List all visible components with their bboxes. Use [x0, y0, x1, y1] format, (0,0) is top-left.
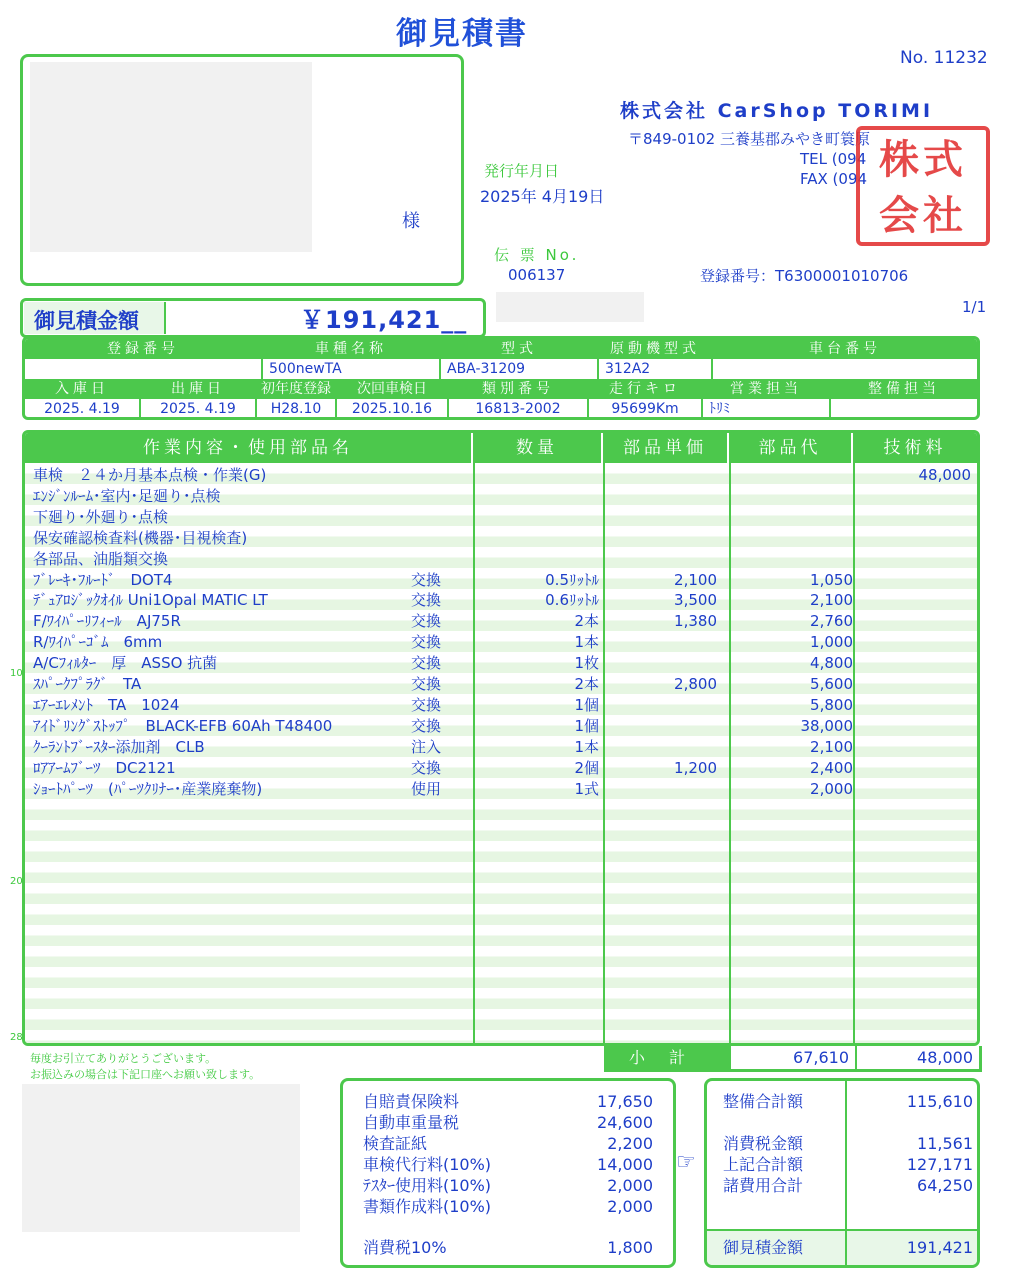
value-category-no: 16813-2002	[449, 399, 589, 419]
item-action: 交換	[411, 716, 442, 735]
item-description: R/ﾜｲﾊﾟｰｺﾞﾑ 6mm	[33, 633, 163, 652]
header-description: 作業内容・使用部品名	[25, 433, 473, 463]
header-mileage: 走行キロ	[589, 379, 703, 399]
fee-value: 17,650	[597, 1092, 653, 1111]
header-registration-no: 登録番号	[25, 339, 263, 359]
fee-label: 車検代行料(10%)	[363, 1155, 492, 1174]
bank-transfer-note: お振込みの場合は下記口座へお願い致します。	[30, 1068, 261, 1081]
item-action: 交換	[411, 591, 442, 610]
summary-label: 諸費用合計	[723, 1176, 804, 1195]
item-description: A/Cﾌｨﾙﾀｰ 厚 ASSO 抗菌	[33, 654, 218, 673]
item-action: 交換	[411, 675, 442, 693]
summary-row	[723, 1154, 973, 1175]
table-row	[25, 632, 977, 653]
summary-value: 115,610	[906, 1092, 973, 1111]
page-number: 1/1	[962, 298, 987, 316]
table-row	[25, 528, 977, 549]
slip-number: 006137	[508, 266, 566, 284]
item-description: ｼｮｰﾄﾊﾟｰﾂ (ﾊﾟｰﾂｸﾘﾅｰ･産業廃棄物)	[33, 779, 263, 798]
item-description: 車検 ２４か月基本点検・作業(G)	[33, 466, 267, 484]
summary-row	[723, 1175, 973, 1196]
document-number: No. 11232	[900, 48, 988, 68]
company-seal-stamp: 株式会社	[856, 126, 990, 246]
summary-label: 上記合計額	[723, 1155, 804, 1174]
summary-value: 127,171	[906, 1155, 973, 1174]
table-row	[25, 653, 977, 674]
summary-label: 整備合計額	[723, 1092, 804, 1111]
thanks-note: 毎度お引立てありがとうございます。	[30, 1052, 217, 1065]
value-in-date: 2025. 4.19	[25, 399, 141, 419]
item-quantity: 2本	[574, 612, 599, 631]
fee-label: ﾃｽﾀｰ使用料(10%)	[363, 1176, 492, 1195]
summary-value: 64,250	[917, 1176, 973, 1195]
item-action: 交換	[411, 654, 442, 673]
item-quantity: 1式	[574, 779, 599, 798]
value-registration-no	[25, 359, 263, 379]
fee-value: 2,000	[607, 1176, 653, 1195]
item-action: 注入	[411, 737, 442, 756]
summary-label: 御見積金額	[723, 1238, 804, 1257]
document-title: 御見積書	[396, 16, 528, 52]
value-mileage: 95699Km	[589, 399, 703, 419]
value-sales-staff: ﾄﾘﾐ	[703, 399, 831, 419]
summary-label: 消費税金額	[723, 1134, 804, 1153]
bank-info-redacted	[22, 1084, 300, 1232]
item-parts-cost: 4,800	[810, 654, 853, 673]
item-technical-fee: 48,000	[918, 466, 971, 484]
value-model-type: ABA-31209	[441, 359, 599, 379]
work-items-table	[22, 430, 980, 1046]
value-out-date: 2025. 4.19	[141, 399, 257, 419]
fee-row	[363, 1154, 653, 1175]
table-row	[25, 611, 977, 632]
table-row	[25, 779, 977, 800]
company-address: 〒849-0102 三養基郡みやき町簑原	[628, 130, 870, 148]
header-first-registration: 初年度登録	[257, 379, 337, 399]
fee-label: 消費税10%	[363, 1238, 447, 1257]
subtotal-parts-amount: 67,610	[731, 1046, 857, 1069]
value-model-name: 500newTA	[263, 359, 441, 379]
fee-label: 自動車重量税	[363, 1113, 460, 1132]
item-description: ｴｱｰｴﾚﾒﾝﾄ TA 1024	[33, 695, 180, 714]
item-parts-cost: 2,400	[810, 758, 853, 777]
item-parts-cost: 1,050	[810, 570, 853, 589]
fee-value: 1,800	[607, 1238, 653, 1257]
item-parts-cost: 38,000	[800, 716, 853, 735]
header-model-type: 型式	[441, 339, 599, 359]
item-description: 保安確認検査料(機器･目視検査)	[33, 528, 248, 547]
header-in-date: 入庫日	[25, 379, 141, 399]
line-number: 28	[10, 1032, 23, 1043]
summary-separator	[707, 1229, 977, 1231]
header-chassis-no: 車台番号	[713, 339, 977, 359]
item-description: ﾛｱｱｰﾑﾌﾞｰﾂ DC2121	[33, 758, 176, 777]
header-next-inspection: 次回車検日	[337, 379, 449, 399]
summary-row	[723, 1133, 973, 1154]
subtotal-row	[604, 1046, 982, 1072]
item-quantity: 0.5ﾘｯﾄﾙ	[545, 570, 599, 589]
value-chassis-no	[713, 359, 977, 379]
estimate-total-value: ￥191,421__	[300, 306, 468, 334]
item-quantity: 2個	[574, 758, 599, 777]
item-action: 交換	[411, 633, 442, 652]
subtotal-label: 小計	[607, 1046, 731, 1069]
header-maintenance-staff: 整備担当	[831, 379, 977, 399]
item-unit-price: 2,100	[674, 570, 717, 589]
item-description: ｱｲﾄﾞﾘﾝｸﾞｽﾄｯﾌﾟ BLACK-EFB 60Ah T48400	[33, 716, 333, 735]
item-unit-price: 3,500	[674, 591, 717, 610]
summary-value: 191,421	[906, 1238, 973, 1257]
header-engine-type: 原動機型式	[599, 339, 713, 359]
item-unit-price: 1,380	[674, 612, 717, 631]
fee-label: 書類作成料(10%)	[363, 1197, 492, 1216]
fee-row	[363, 1196, 653, 1217]
header-parts-cost: 部品代	[729, 433, 853, 463]
item-quantity: 0.6ﾘｯﾄﾙ	[545, 591, 599, 610]
value-engine-type: 312A2	[599, 359, 713, 379]
item-description: ｸｰﾗﾝﾄﾌﾞｰｽﾀｰ添加剤 CLB	[33, 737, 205, 756]
issue-date: 2025年 4月19日	[480, 187, 605, 206]
item-quantity: 1本	[574, 737, 599, 756]
fee-value: 2,000	[607, 1197, 653, 1216]
item-action: 交換	[411, 695, 442, 714]
fee-row	[363, 1133, 653, 1154]
item-action: 交換	[411, 612, 442, 631]
pointing-hand-icon: ☞	[676, 1150, 696, 1175]
fee-label: 検査証紙	[363, 1134, 428, 1153]
slip-number-label: 伝 票 No.	[494, 246, 580, 264]
item-description: F/ﾜｲﾊﾟｰﾘﾌｨｰﾙ AJ75R	[33, 612, 181, 631]
item-quantity: 1枚	[574, 654, 599, 673]
table-row	[25, 716, 977, 737]
summary-row	[723, 1091, 973, 1112]
item-description: 各部品、油脂類交換	[33, 549, 169, 568]
item-quantity: 2本	[574, 675, 599, 693]
items-header-row	[25, 433, 977, 463]
header-out-date: 出庫日	[141, 379, 257, 399]
item-parts-cost: 2,100	[810, 591, 853, 610]
customer-redacted-area	[30, 62, 312, 252]
registration-number: 登録番号：T6300001010706	[700, 267, 909, 285]
item-quantity: 1個	[574, 695, 599, 714]
table-row	[25, 549, 977, 570]
header-technical-fee: 技術料	[883, 438, 947, 458]
fee-row	[363, 1091, 653, 1112]
item-description: ﾌﾞﾚｰｷ･ﾌﾙｰﾄﾞ DOT4	[33, 570, 173, 589]
header-sales-staff: 営業担当	[703, 379, 831, 399]
table-row	[25, 486, 977, 507]
redacted-area	[496, 292, 644, 322]
issue-date-label: 発行年月日	[484, 162, 560, 180]
item-description: ｴﾝｼﾞﾝﾙｰﾑ･室内･足廻り･点検	[33, 486, 221, 505]
fee-row	[363, 1112, 653, 1133]
vehicle-info-table	[22, 336, 980, 420]
subtotal-tech-amount: 48,000	[917, 1048, 973, 1067]
table-row	[25, 674, 977, 695]
table-row	[25, 507, 977, 528]
header-unit-price: 部品単価	[603, 433, 729, 463]
item-unit-price: 2,800	[674, 675, 717, 693]
item-description: 下廻り･外廻り･点検	[33, 507, 169, 526]
item-description: ｽﾊﾟｰｸﾌﾟﾗｸﾞ TA	[33, 675, 142, 693]
value-next-inspection: 2025.10.16	[337, 399, 449, 419]
summary-box	[704, 1078, 980, 1268]
value-first-registration: H28.10	[257, 399, 337, 419]
table-row	[25, 737, 977, 758]
estimate-total-label: 御見積金額	[24, 302, 166, 334]
item-description: ﾃﾞｭｱﾛｼﾞｯｸｵｲﾙ Uni1Opal MATIC LT	[33, 591, 268, 610]
value-maintenance-staff	[831, 399, 977, 419]
fee-value: 24,600	[597, 1113, 653, 1132]
fee-value: 2,200	[607, 1134, 653, 1153]
company-name: 株式会社 CarShop TORIMI	[620, 100, 934, 122]
fee-label: 自賠責保険料	[363, 1092, 460, 1111]
item-parts-cost: 2,760	[810, 612, 853, 631]
item-parts-cost: 2,100	[810, 737, 853, 756]
summary-total-row	[723, 1237, 973, 1258]
fee-row	[363, 1175, 653, 1196]
item-quantity: 1本	[574, 633, 599, 652]
table-row	[25, 758, 977, 779]
customer-honorific: 様	[402, 211, 420, 232]
item-action: 交換	[411, 570, 442, 589]
item-parts-cost: 2,000	[810, 779, 853, 798]
header-quantity: 数量	[473, 433, 603, 463]
item-parts-cost: 1,000	[810, 633, 853, 652]
item-action: 使用	[411, 779, 442, 798]
line-number: 20	[10, 876, 23, 887]
fee-tax-row	[363, 1237, 653, 1258]
header-category-no: 類別番号	[449, 379, 589, 399]
line-number: 10	[10, 668, 23, 679]
table-row	[25, 695, 977, 716]
table-row	[25, 590, 977, 611]
company-fax: FAX (094	[800, 170, 868, 188]
table-row	[25, 570, 977, 591]
header-model-name: 車種名称	[263, 339, 441, 359]
misc-fees-box	[340, 1078, 676, 1268]
company-tel: TEL (094	[800, 150, 867, 168]
fee-value: 14,000	[597, 1155, 653, 1174]
item-action: 交換	[411, 758, 442, 777]
item-parts-cost: 5,800	[810, 695, 853, 714]
table-row	[25, 465, 977, 486]
item-parts-cost: 5,600	[810, 675, 853, 693]
summary-value: 11,561	[917, 1134, 973, 1153]
item-unit-price: 1,200	[674, 758, 717, 777]
item-quantity: 1個	[574, 716, 599, 735]
